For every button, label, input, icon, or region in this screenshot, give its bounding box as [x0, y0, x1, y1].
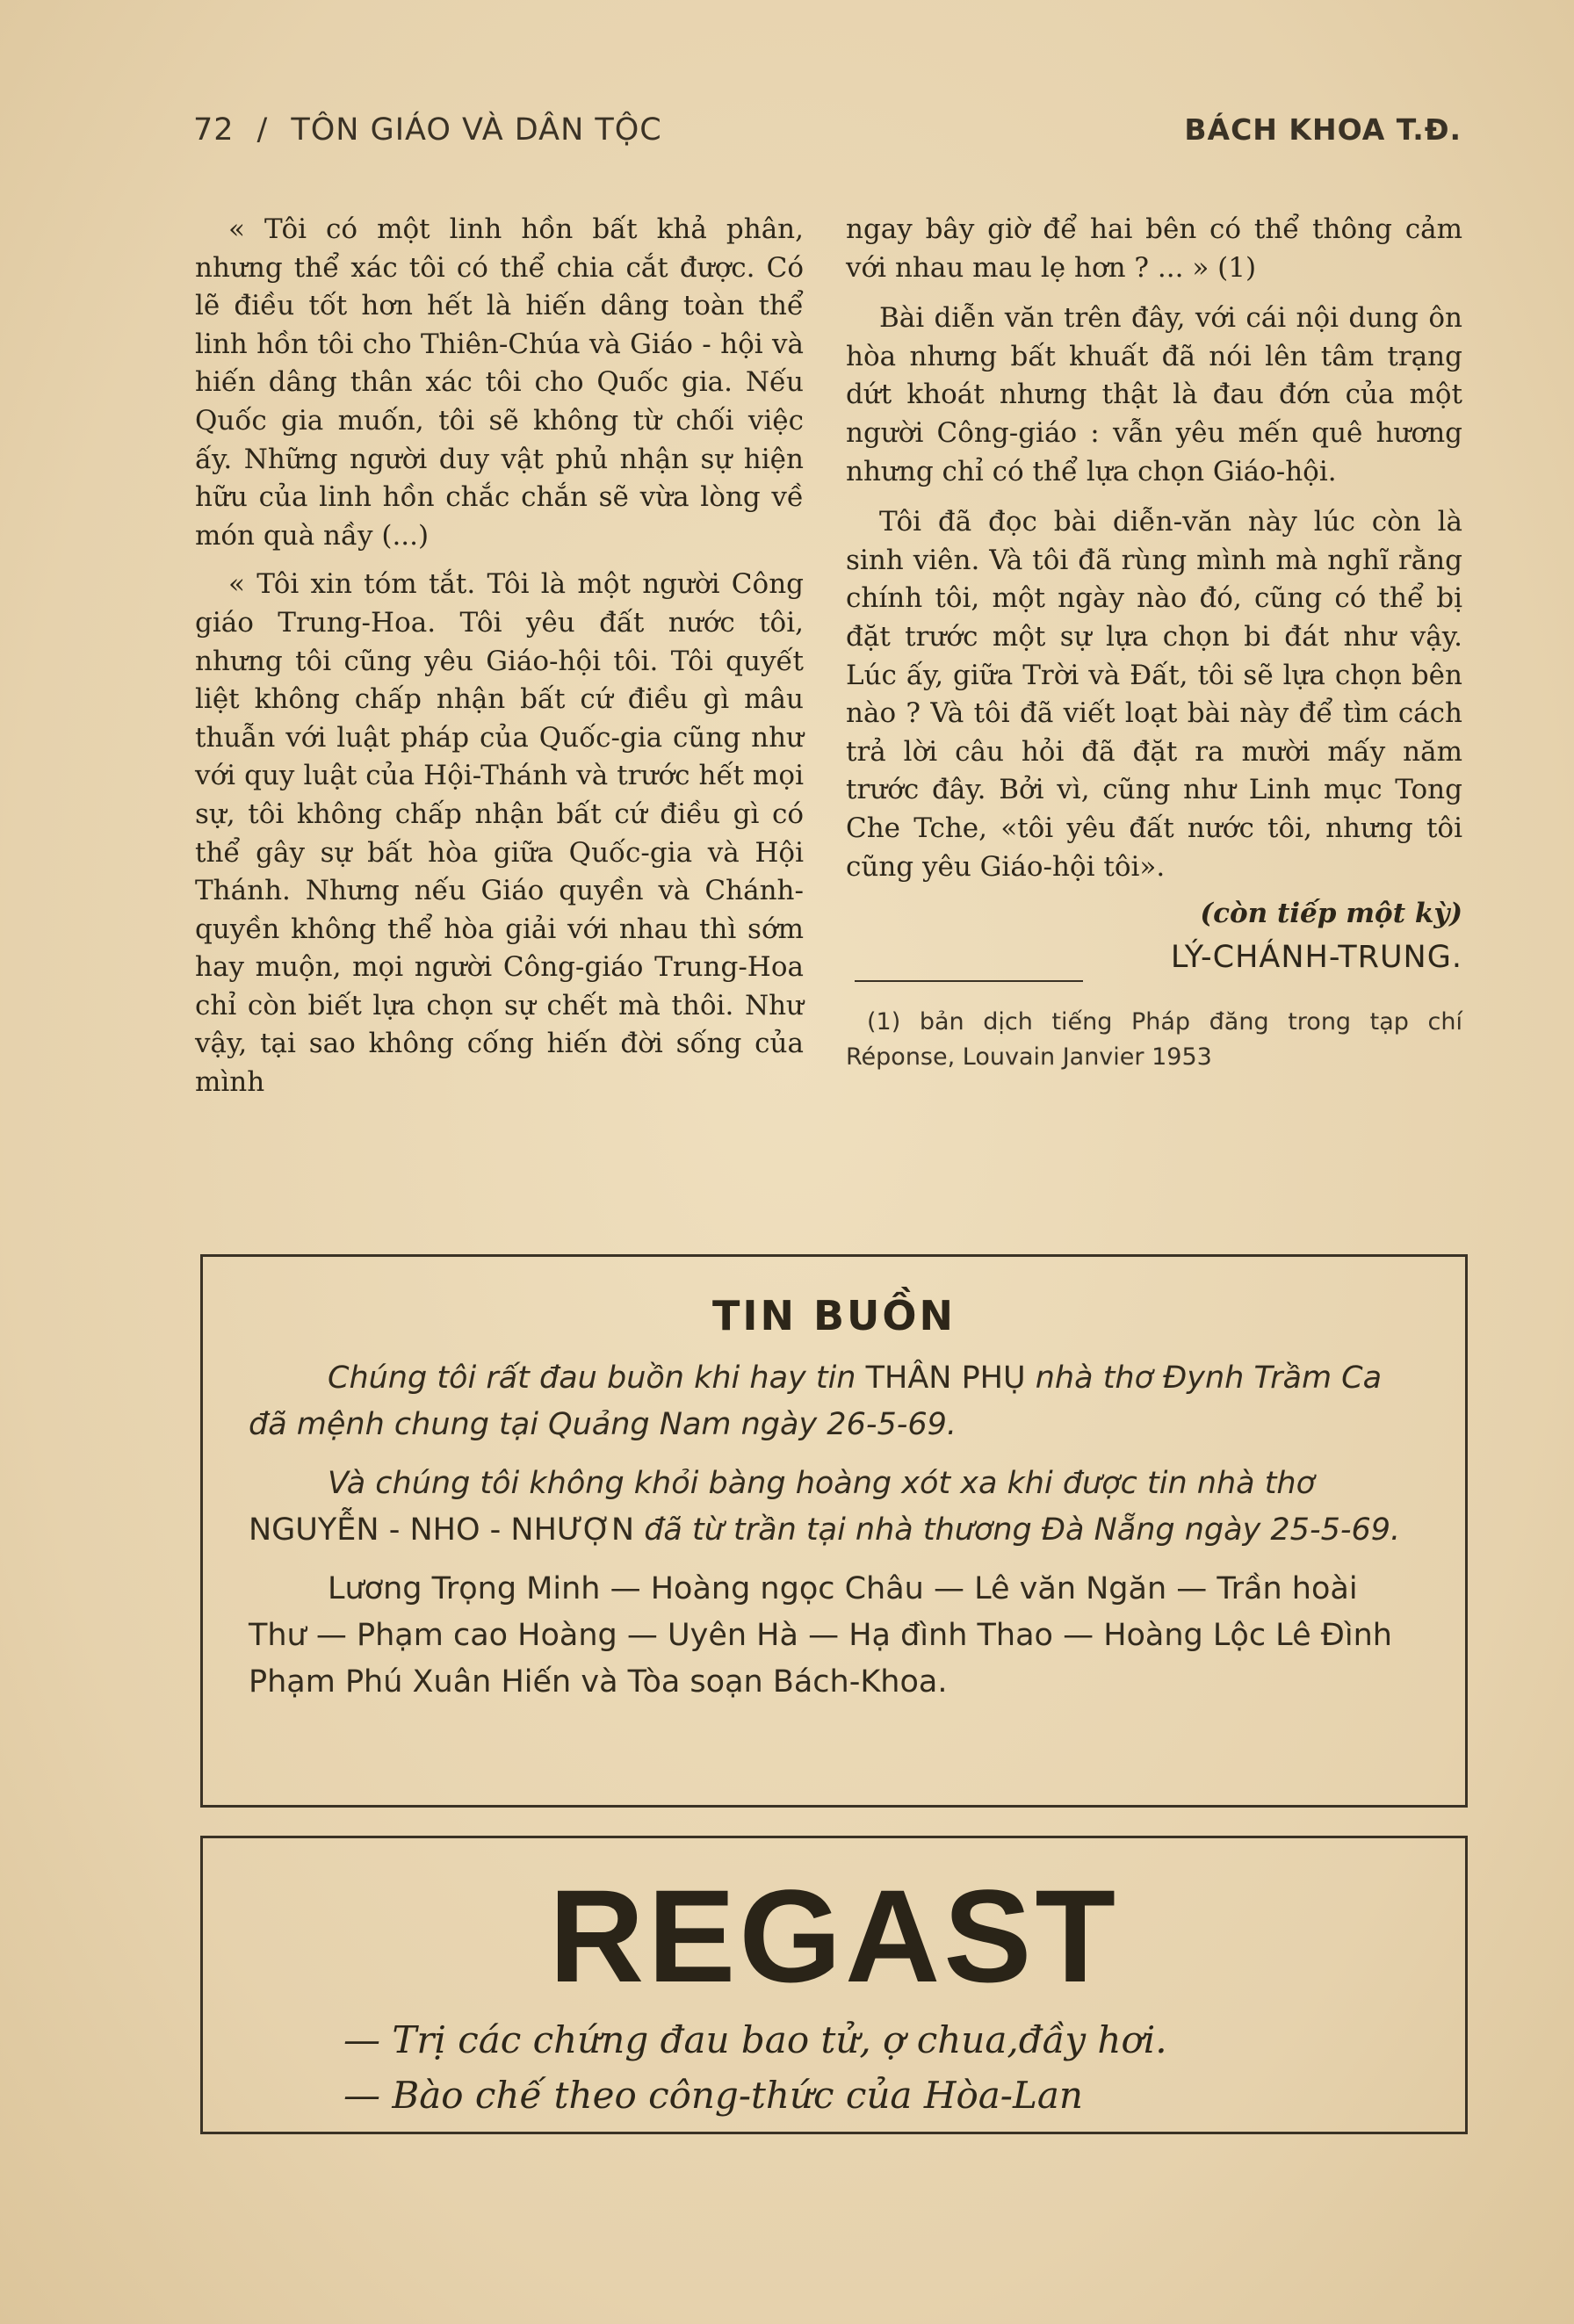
ad-line: — Bào chế theo công-thức của Hòa-Lan: [343, 2074, 1083, 2117]
ad-line: — Trị các chứng đau bao tử, ợ chua,đầy hơi.: [343, 2018, 1167, 2061]
ad-brand: REGAST: [548, 1862, 1120, 2010]
advertisement-box: [200, 1836, 1468, 2134]
page-number: 72: [193, 112, 235, 148]
footnote: (1) bản dịch tiếng Pháp đăng trong tạp chí Réponse, Louvain Janvier 1953: [846, 1008, 1462, 1072]
ad-lines: [343, 2012, 1430, 2123]
header-separator: /: [256, 112, 269, 148]
article-right-column: [846, 211, 1462, 1075]
obituary-body: [249, 1355, 1419, 1718]
article-paragraph: « Tôi có một linh hồn bất khả phân, nhưng thể xác tôi có thể chia cắt được. Có lẽ điều tốt hơn hết là hiến dâng toàn thể linh hồn tôi cho Thiên-Chúa và Giáo - hội và hiến dâng thân xác tôi cho Quốc gia. Nếu Quốc gia muốn, tôi sẽ không từ chối việc ấy. Những người duy vật phủ nhận sự hiện hữu của linh hồn chắc chắn sẽ vừa lòng về món quà nầy (...): [195, 213, 804, 552]
obituary-text: đã từ trần tại nhà thương Đà Nẵng ngày 25-5-69.: [634, 1512, 1401, 1548]
obituary-name: NGUYỄN - NHO - NHƯỢN: [249, 1512, 635, 1548]
obituary-paragraph: [249, 1461, 1419, 1554]
header-left: [193, 112, 662, 148]
obituary-paragraph: [249, 1355, 1419, 1448]
article-left-column: [195, 211, 804, 1102]
article-paragraph: Tôi đã đọc bài diễn-văn này lúc còn là sinh viên. Và tôi đã rùng mình mà nghĩ rằng chính tôi, một ngày nào đó, cũng có thể bị đặt trước một sự lựa chọn bi đát như vậy. Lúc ấy, giữa Trời và Đất, tôi sẽ lựa chọn bên nào ? Và tôi đã viết loạt bài này để tìm cách trả lời câu hỏi đã đặt ra mười mấy năm trước đây. Bởi vì, cũng như Linh mục Tong Che Tche, «tôi yêu đất nước tôi, nhưng tôi cũng yêu Giáo-hội tôi».: [846, 506, 1462, 883]
page-header: [193, 112, 1462, 156]
magazine-title: BÁCH KHOA T.Đ.: [1184, 112, 1462, 147]
obituary-text: Và chúng tôi không khỏi bàng hoàng xót xa khi được tin nhà thơ: [328, 1466, 1316, 1501]
obituary-signatories: Lương Trọng Minh — Hoàng ngọc Châu — Lê văn Ngăn — Trần hoài Thư — Phạm cao Hoàng — Uyên Hà — Hạ đình Thao — Hoàng Lộc Lê Đình Phạm Phú Xuân Hiến và Tòa soạn Bách-Khoa.: [249, 1571, 1392, 1700]
article-paragraph: Bài diễn văn trên đây, với cái nội dung ôn hòa nhưng bất khuất đã nói lên tâm trạng dứt khoát nhưng thật là đau đớn của một người Công-giáo : vẫn yêu mến quê hương nhưng chỉ có thể lựa chọn Giáo-hội.: [846, 302, 1462, 487]
section-title: TÔN GIÁO VÀ DÂN TỘC: [291, 112, 662, 148]
footnote-divider: [855, 980, 1083, 982]
article-paragraph: ngay bây giờ để hai bên có thể thông cảm với nhau mau lẹ hơn ? ... » (1): [846, 213, 1462, 284]
article-paragraph: « Tôi xin tóm tắt. Tôi là một người Công giáo Trung-Hoa. Tôi yêu đất nước tôi, nhưng tôi cũng yêu Giáo-hội tôi. Tôi quyết liệt không chấp nhận bất cứ điều gì mâu thuẫn với luật pháp của Quốc-gia cũng như với quy luật của Hội-Thánh và trước hết mọi sự, tôi không chấp nhận bất cứ điều gì có thể gây sự bất hòa giữa Quốc-gia và Hội Thánh. Nhưng nếu Giáo quyền và Chánh-quyền không thể hòa giải với nhau thì sớm hay muộn, mọi người Công-giáo Trung-Hoa chỉ còn biết lựa chọn sự chết mà thôi. Như vậy, tại sao không cống hiến đời sống của mình: [195, 568, 804, 1099]
obituary-text: nhà thơ Đynh Trầm Ca đã mệnh chung tại Quảng Nam ngày 26-5-69.: [249, 1360, 1383, 1442]
continuation-note: (còn tiếp một kỳ): [1200, 898, 1462, 930]
obituary-name: THÂN PHỤ: [865, 1360, 1026, 1396]
obituary-title: TIN BUỒN: [711, 1292, 957, 1339]
obituary-box: [200, 1254, 1468, 1808]
article-author: LÝ-CHÁNH-TRUNG.: [1170, 939, 1462, 975]
obituary-text: Chúng tôi rất đau buồn khi hay tin: [328, 1360, 866, 1396]
